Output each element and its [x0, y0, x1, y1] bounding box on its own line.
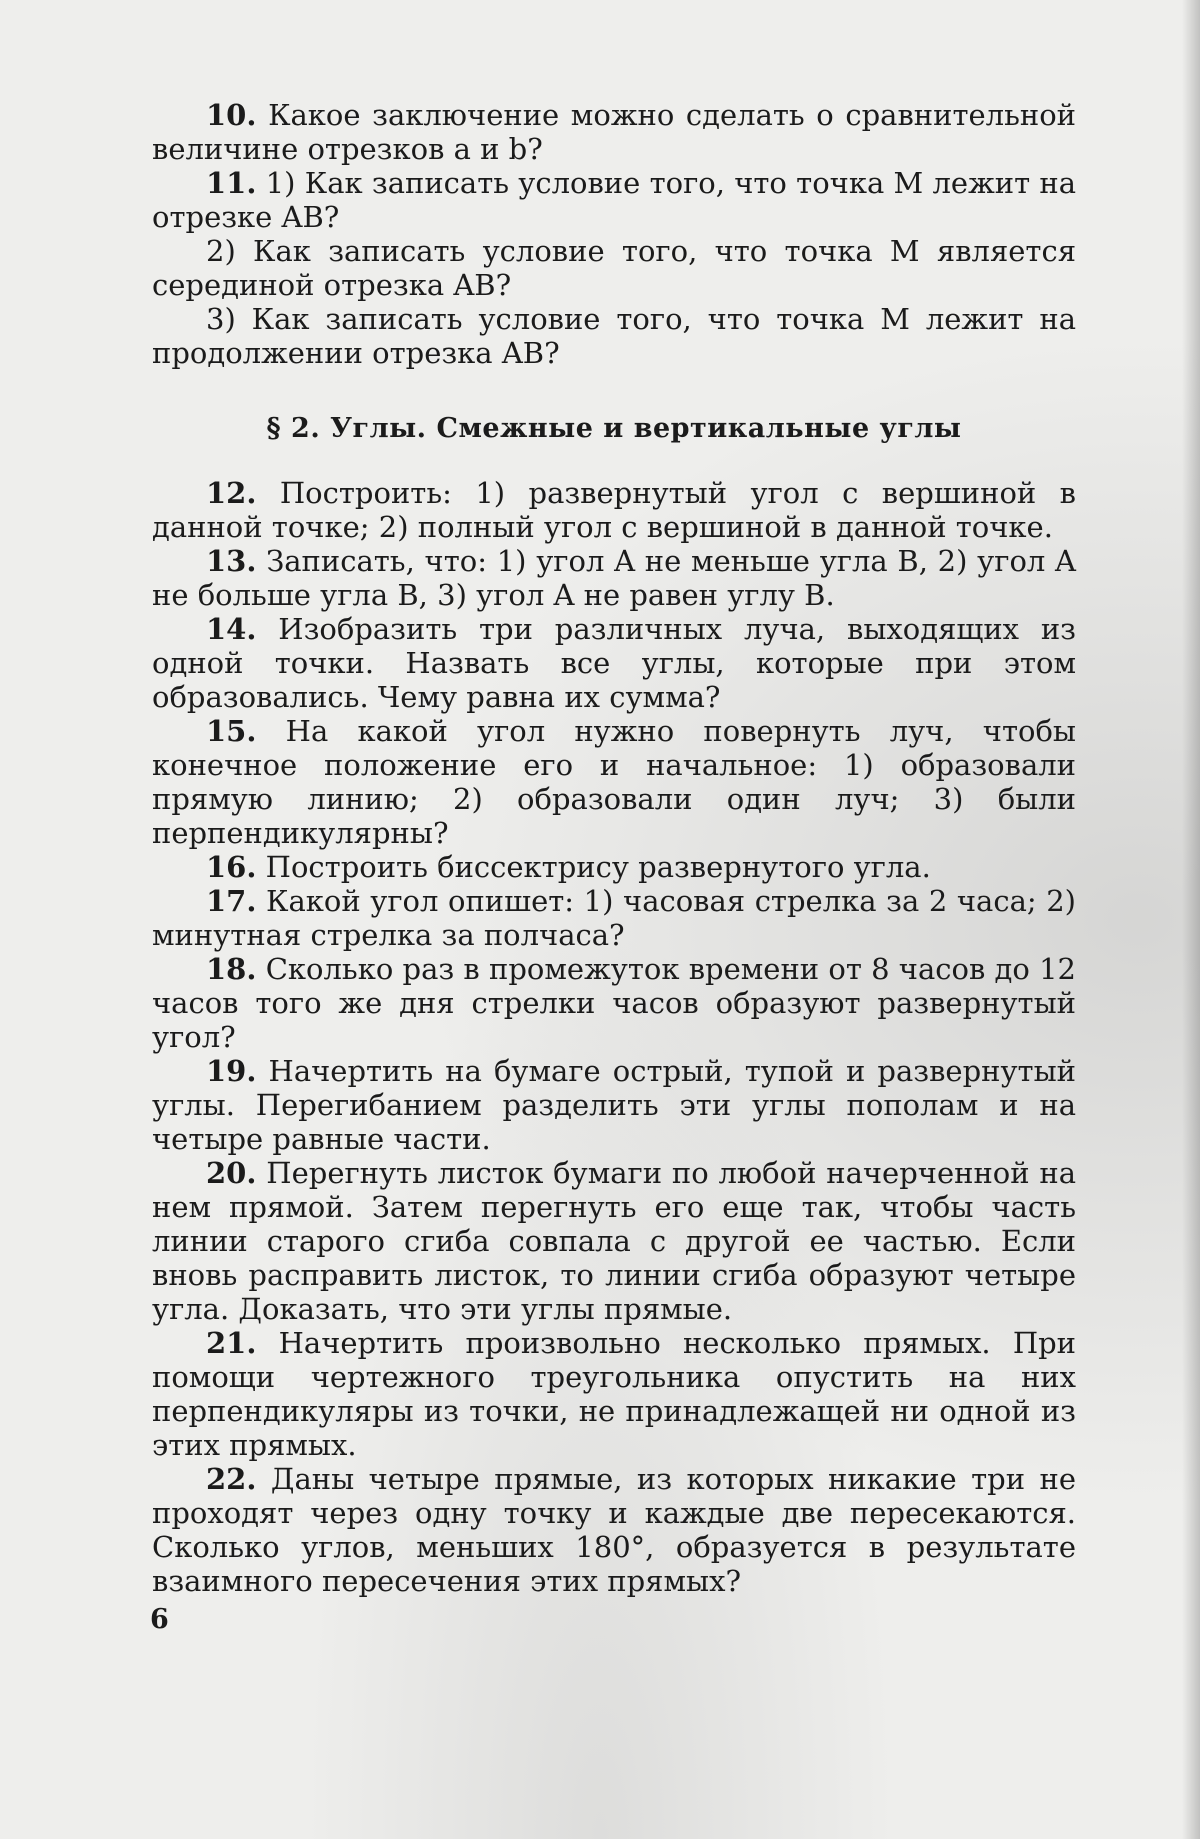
problem-text: Записать, что: 1) угол A не меньше угла B, 2) угол A не больше угла B, 3) угол A не равен углу B.	[152, 544, 1077, 612]
problem-number: 12.	[206, 476, 257, 510]
problem-text: Сколько раз в промежуток времени от 8 часов до 12 часов того же дня стрелки часов образуют развернутый угол?	[152, 952, 1077, 1054]
problem-text: Изобразить три различных луча, выходящих из одной точки. Назвать все углы, которые при этом образовались. Чему равна их сумма?	[152, 612, 1076, 714]
problem-text: 3) Как записать условие того, что точка M лежит на продолжении отрезка AB?	[152, 302, 1076, 370]
problem-number: 15.	[206, 714, 257, 748]
problem-text: 2) Как записать условие того, что точка M является серединой отрезка AB?	[152, 234, 1076, 302]
problem-text: Какое заключение можно сделать о сравнительной величине отрезков a и b?	[152, 98, 1076, 166]
problem-text: Начертить произвольно несколько прямых. При помощи чертежного треугольника опустить на них перпендикуляры из точки, не принадлежащей ни одной из этих прямых.	[152, 1326, 1076, 1462]
problem-number: 22.	[206, 1462, 257, 1496]
problem-number: 19.	[206, 1054, 257, 1088]
problem-10	[152, 98, 1076, 166]
problem-number: 18.	[206, 952, 257, 986]
problem-number: 17.	[206, 884, 257, 918]
problem-11-part-1	[152, 166, 1076, 234]
problem-text: 1) Как записать условие того, что точка M лежит на отрезке AB?	[152, 166, 1077, 234]
problem-number: 14.	[206, 612, 257, 646]
problem-number: 21.	[206, 1326, 257, 1360]
problem-number: 13.	[206, 544, 257, 578]
problem-text: Начертить на бумаге острый, тупой и развернутый углы. Перегибанием разделить эти углы пополам и на четыре равные части.	[152, 1054, 1076, 1156]
problem-19	[152, 1054, 1076, 1156]
problem-text: Перегнуть листок бумаги по любой начерченной на нем прямой. Затем перегнуть его еще так, чтобы часть линии старого сгиба совпала с другой ее частью. Если вновь расправить листок, то линии сгиба образуют четыре угла. Доказать, что эти углы прямые.	[152, 1156, 1077, 1326]
problem-number: 16.	[206, 850, 257, 884]
text-block	[152, 98, 1076, 1598]
problem-text: Построить биссектрису развернутого угла.	[265, 850, 931, 884]
problem-16	[152, 850, 1076, 884]
problem-18	[152, 952, 1076, 1054]
problem-14	[152, 612, 1076, 714]
problem-text: Какой угол опишет: 1) часовая стрелка за 2 часа; 2) минутная стрелка за полчаса?	[152, 884, 1076, 952]
problem-22	[152, 1462, 1076, 1598]
problem-15	[152, 714, 1076, 850]
problem-number: 11.	[206, 166, 257, 200]
problem-text: Даны четыре прямые, из которых никакие три не проходят через одну точку и каждые две пересекаются. Сколько углов, меньших 180°, образуется в результате взаимного пересечения этих прямых?	[152, 1462, 1077, 1598]
section-title: § 2. Углы. Смежные и вертикальные углы	[266, 413, 962, 444]
problem-17	[152, 884, 1076, 952]
problem-21	[152, 1326, 1076, 1462]
problem-13	[152, 544, 1076, 612]
problem-number: 10.	[206, 98, 257, 132]
problem-12	[152, 476, 1076, 544]
problem-number: 20.	[206, 1156, 257, 1190]
problem-text: На какой угол нужно повернуть луч, чтобы конечное положение его и начальное: 1) образовали прямую линию; 2) образовали один луч; 3) были перпендикулярны?	[152, 714, 1077, 850]
problem-11-part-3	[152, 302, 1076, 370]
problem-text: Построить: 1) развернутый угол с вершиной в данной точке; 2) полный угол с вершиной в данной точке.	[152, 476, 1076, 544]
page-number: 6	[150, 1604, 169, 1635]
problem-20	[152, 1156, 1076, 1326]
problem-11-part-2	[152, 234, 1076, 302]
